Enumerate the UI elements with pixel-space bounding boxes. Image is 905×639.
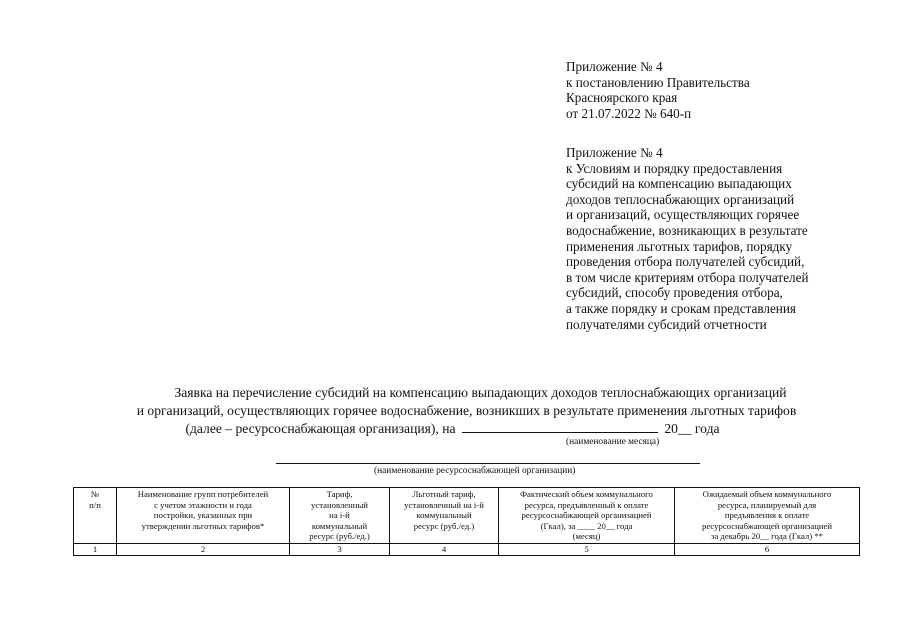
appendix-line: доходов теплоснабжающих организаций xyxy=(566,191,795,207)
column-number-cell: 2 xyxy=(117,543,290,555)
header-cell-consumer-groups: Наименование групп потребителей с учетом этажности и года постройки, указанных при утверждении льготных тарифов* xyxy=(117,488,290,544)
column-number-cell: 4 xyxy=(390,543,499,555)
table-header-row xyxy=(74,488,860,544)
header-cell-actual-volume: Фактический объем коммунального ресурса, предъявленный к оплате ресурсоснабжающей организацией (Гкал), за ____ 20__ года (месяц) xyxy=(499,488,675,544)
appendix-line: к постановлению Правительства xyxy=(566,74,750,90)
appendix-line: субсидий на компенсацию выпадающих xyxy=(566,176,792,192)
appendix-line: Красноярского края xyxy=(566,90,678,106)
document-title-line-3 xyxy=(0,420,905,438)
column-number-cell: 1 xyxy=(74,543,117,555)
title-prefix: (далее – ресурсоснабжающая организация), на xyxy=(185,421,456,436)
appendix-line: субсидий, способу проведения отбора, xyxy=(566,285,783,301)
organization-caption: (наименование ресурсоснабжающей организации) xyxy=(374,466,576,476)
appendix-line: к Условиям и порядку предоставления xyxy=(566,160,783,176)
month-blank-line xyxy=(462,420,658,433)
header-cell-preferential-tariff: Льготный тариф, установленный на i-й коммунальный ресурс (руб./ед.) xyxy=(390,488,499,544)
organization-blank-line xyxy=(276,463,700,464)
column-number-cell: 6 xyxy=(675,543,860,555)
appendix-line: водоснабжение, возникающих в результате xyxy=(566,222,808,238)
appendix-line: получателями субсидий отчетности xyxy=(566,316,767,332)
month-caption: (наименование месяца) xyxy=(566,437,660,447)
column-number-cell: 3 xyxy=(290,543,390,555)
header-cell-tariff: Тариф, установленный на i-й коммунальный ресурс (руб./ед.) xyxy=(290,488,390,544)
appendix-conditions-block xyxy=(566,145,809,332)
header-cell-expected-volume: Ожидаемый объем коммунального ресурса, планируемый для предъявления к оплате ресурсоснабжающей организацией за декабрь 20__ года (Гкал) ** xyxy=(675,488,860,544)
appendix-line: и организаций, осуществляющих горячее xyxy=(566,207,800,223)
appendix-line: а также порядку и срокам представления xyxy=(566,300,796,316)
header-cell-number: № п/п xyxy=(74,488,117,544)
appendix-line: применения льготных тарифов, порядку xyxy=(566,238,793,254)
document-title-line-2: и организаций, осуществляющих горячее водоснабжение, возникших в результате применения льготных тарифов xyxy=(136,403,797,418)
column-number-row xyxy=(74,543,860,555)
title-year: 20__ года xyxy=(664,421,720,436)
appendix-line: Приложение № 4 xyxy=(566,59,663,74)
appendix-line: Приложение № 4 xyxy=(566,145,663,160)
column-number-cell: 5 xyxy=(499,543,675,555)
document-title-line-1: Заявка на перечисление субсидий на компенсацию выпадающих доходов теплоснабжающих организаций xyxy=(174,385,787,400)
appendix-header-block xyxy=(566,59,750,121)
appendix-line: в том числе критериям отбора получателей xyxy=(566,269,809,285)
appendix-line: проведения отбора получателей субсидий, xyxy=(566,254,805,270)
appendix-line: от 21.07.2022 № 640-п xyxy=(566,105,692,121)
request-table xyxy=(73,487,860,556)
